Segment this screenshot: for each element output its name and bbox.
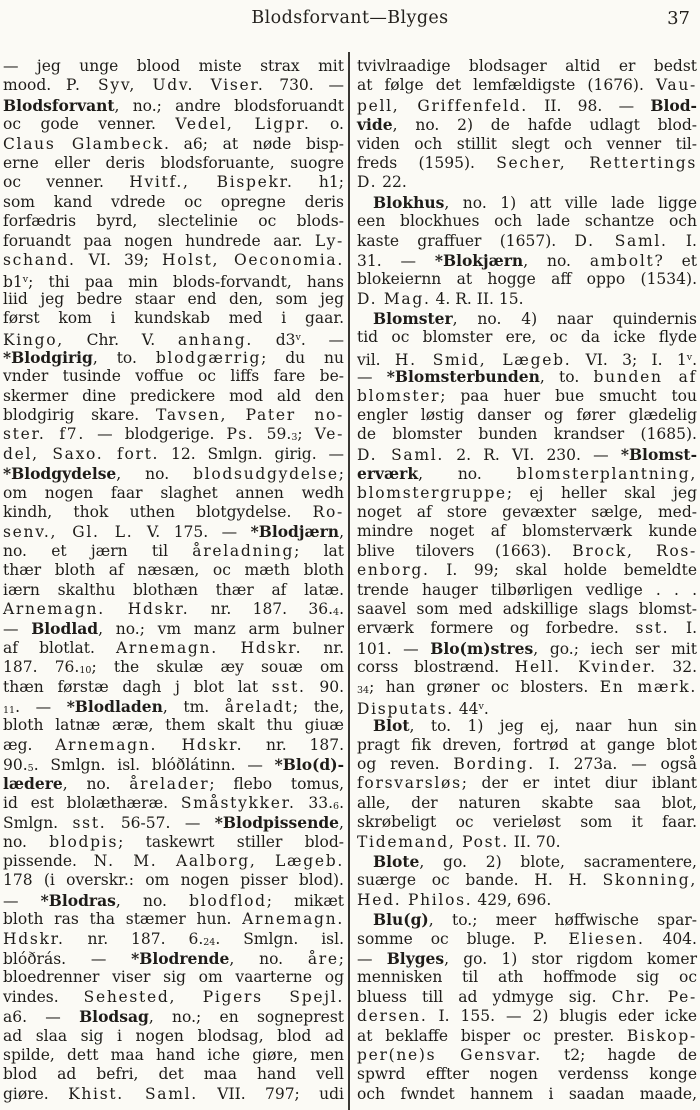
text-line: Hdskr. nr. 187. 6.24. Smlgn. isl. bbox=[3, 929, 344, 948]
text-line: blive tilovers (1663). Brock, Ros- bbox=[357, 541, 697, 560]
text-line: enborg. I. 99; skal holde bemeldte bbox=[357, 561, 697, 580]
text-line: foruandt paa nogen hundrede aar. Ly- bbox=[3, 231, 344, 250]
text-line: no. blodpis; taskewrt stiller blod- bbox=[3, 832, 344, 851]
text-line: per(ne)s Gensvar. t2; hagde de bbox=[357, 1045, 697, 1064]
text-line: tvivlraadige blodsager altid er bedst bbox=[357, 57, 697, 75]
text-line: blomstergruppe; ej heller skal jeg bbox=[357, 483, 697, 502]
text-line: spilde, dett maa hand iche giøre, men bbox=[3, 1045, 344, 1064]
text-line: liid jeg bedre staar end den, som jeg bbox=[3, 289, 344, 308]
text-line: een blockhues och lade schantze och bbox=[357, 212, 697, 231]
text-line: ster. f7. — blodgerige. Ps. 59.3; Ve- bbox=[3, 425, 345, 444]
text-line: tid oc blomster ere, oc da icke flyde bbox=[357, 328, 697, 347]
text-line: D. 22. bbox=[357, 173, 407, 192]
text-line: 178 (i overskr.: om nogen pisser blod). bbox=[3, 871, 344, 890]
text-line: 11. — *Blodladen, tm. åreladt; the, bbox=[3, 696, 345, 716]
text-line: och fwndet hannem i saadan maade, bbox=[357, 1084, 697, 1103]
text-line: Arnemagn. Hdskr. nr. 187. 36.4. bbox=[3, 599, 344, 618]
text-line: som kand vdrede oc opregne deris bbox=[3, 192, 344, 211]
text-line: trende hauger tilbørligen vedlige . . . bbox=[357, 580, 697, 599]
text-line: erværk, no. blomsterplantning, bbox=[357, 464, 697, 484]
text-line: alle, der naturen skabte saa blot, bbox=[357, 793, 697, 812]
text-line: oc gode venner. Vedel, Ligpr. o. bbox=[3, 115, 344, 134]
text-line: først kom i kundskab med i gaar. bbox=[3, 309, 344, 328]
text-line: Hed. Philos. 429, 696. bbox=[357, 890, 552, 909]
text-line: oc venner. Hvitf., Bispekr. h1; bbox=[3, 173, 344, 192]
text-line: — *Blodras, no. blodflod; mikæt bbox=[3, 890, 344, 910]
text-line: bloedrenner viser sig om vaarterne og bbox=[3, 968, 344, 987]
text-line: skermer dine predickere mod ald den bbox=[3, 386, 344, 405]
text-line: corss blostrænd. Hell. Kvinder. 32. bbox=[357, 658, 698, 677]
text-line: viden och stillit slegt och venner til- bbox=[357, 134, 697, 153]
text-line: af blotlat. Arnemagn. Hdskr. nr. bbox=[3, 638, 344, 657]
text-line: Blot, to. 1) jeg ej, naar hun sin bbox=[373, 716, 697, 736]
text-line: pragt fik dreven, fortrød at gange blot bbox=[357, 735, 697, 754]
text-line: *Blodgirig, to. blodgærrig; du nu bbox=[3, 347, 345, 367]
text-line: suærge oc bande. H. H. Skonning, bbox=[357, 871, 697, 890]
text-line: forsvarsløs; der er intet diur iblant bbox=[357, 774, 697, 793]
text-line: — Blyges, go. 1) stor rigdom komer bbox=[357, 948, 697, 968]
text-line: *Blodgydelse, no. blodsudgydelse; bbox=[3, 464, 344, 484]
text-line: de blomster bunden krandser (1685). bbox=[357, 425, 697, 444]
text-line: a6. — Blodsag, no.; en sogneprest bbox=[3, 1007, 344, 1027]
text-line: forfædris byrd, slectelinie oc blods- bbox=[3, 212, 344, 231]
text-line: og reven. Bording. I. 273a. — også bbox=[357, 755, 698, 774]
text-line: noget af store gevæxter sælge, med- bbox=[357, 502, 697, 521]
text-line: Claus Glambeck. a6; at nøde bisp- bbox=[3, 134, 344, 153]
text-line: bloth latnæ æræ, them skalt thu giuæ bbox=[3, 716, 344, 735]
text-line: mindre noget af blomsterværk kunde bbox=[357, 522, 697, 541]
text-line: blodgirig skare. Tavsen, Pater no- bbox=[3, 406, 344, 425]
page-number: 37 bbox=[667, 8, 690, 29]
text-line: blod ad befri, det maa hand vell bbox=[3, 1065, 344, 1084]
text-line: id est blolæthæræ. Småstykker. 33.6. bbox=[3, 793, 344, 812]
text-line: spwrd effter nogen verdenss konge bbox=[357, 1065, 697, 1084]
text-line: ad slaa sig i nogen blodsag, blod ad bbox=[3, 1026, 344, 1045]
text-line: Disputats. 44$^v$. bbox=[357, 699, 489, 718]
text-line: bloth ras tha stæmer hun. Arnemagn. bbox=[3, 910, 344, 929]
text-line: — *Blomsterbunden, to. bunden af bbox=[357, 367, 698, 387]
text-line: kindh, thok uthen blotgydelse. Ro- bbox=[3, 502, 344, 521]
text-line: mennisken til ath hoffmode sig oc bbox=[357, 968, 697, 987]
page-header bbox=[0, 8, 700, 42]
right-column bbox=[357, 57, 697, 1104]
text-line: — Blodlad, no.; vm manz arm bulner bbox=[3, 619, 344, 639]
text-line: giøre. Khist. Saml. VII. 797; udi bbox=[3, 1084, 344, 1103]
text-line: erværk formere og forbedre. sst. I. bbox=[357, 619, 697, 638]
text-line: del, Saxo. fort. 12. Smlgn. girig. — bbox=[3, 444, 344, 463]
text-line: Blote, go. 2) blote, sacramentere, bbox=[373, 852, 697, 872]
text-line: thær bloth af næsæn, oc mæth bloth bbox=[3, 561, 344, 580]
text-line: Blokhus, no. 1) att ville lade ligge bbox=[373, 192, 697, 212]
text-line: Blu(g), to.; meer høffwische spar- bbox=[373, 910, 697, 930]
text-line: vide, no. 2) de hafde udlagt blod- bbox=[357, 115, 697, 135]
text-line: freds (1595). Secher, Rettertings bbox=[357, 153, 697, 172]
text-line: thæn førstæ dagh j blot lat sst. 90. bbox=[3, 677, 344, 696]
text-line: 101. — Blo(m)stres, go.; iech ser mit bbox=[357, 638, 697, 658]
text-line: Smlgn. sst. 56-57. — *Blodpissende, bbox=[3, 813, 344, 833]
text-line: — jeg unge blood miste strax mit bbox=[3, 57, 344, 75]
text-line: dersen. I. 155. — 2) blugis eder icke bbox=[357, 1007, 697, 1026]
text-line: blomster; paa huer bue smucht tou bbox=[357, 386, 697, 405]
text-line: pissende. N. M. Aalborg, Lægeb. bbox=[3, 852, 344, 871]
text-line: D. Mag. 4. R. II. 15. bbox=[357, 289, 524, 308]
text-line: Kingo, Chr. V. anhang. d3$^v$. — bbox=[3, 331, 344, 350]
column-divider bbox=[348, 52, 350, 1110]
text-line: no. et jærn til åreladning; lat bbox=[3, 541, 344, 560]
text-line: Tidemand, Post. II. 70. bbox=[357, 832, 561, 851]
text-line: schand. VI. 39; Holst, Oeconomia. bbox=[3, 250, 344, 269]
text-line: æg. Arnemagn. Hdskr. nr. 187. bbox=[3, 735, 345, 754]
text-line: engler løstig danser og fører glædelig bbox=[357, 406, 697, 425]
text-line: blóðrás. — *Blodrende, no. åre; bbox=[3, 948, 344, 968]
text-line: mood. P. Syv, Udv. Viser. 730. — bbox=[3, 76, 344, 95]
text-line: pell, Griffenfeld. II. 98. — Blod- bbox=[357, 95, 697, 115]
text-line: vil. H. Smid, Lægeb. VI. 3; I. 1$^v$. bbox=[357, 350, 697, 369]
text-line: erne eller deris blodsforuante, suogre bbox=[3, 153, 344, 172]
text-line: 34; han grøner oc blosters. En mærk. bbox=[357, 677, 697, 696]
text-line: senv., Gl. L. V. 175. — *Blodjærn, bbox=[3, 522, 344, 542]
text-line: lædere, no. årelader; flebo tomus, bbox=[3, 774, 344, 794]
text-line: 187. 76.10; the skulæ æy souæ om bbox=[3, 658, 344, 677]
text-line: b1$^v$; thi paa min blods-forvandt, hans bbox=[3, 273, 344, 292]
text-line: iærn skalthu blothæn thær af latæ. bbox=[3, 580, 344, 599]
text-line: Blomster, no. 4) naar quindernis bbox=[373, 309, 697, 329]
left-column bbox=[3, 57, 344, 1104]
text-line: saavel som med adskillige slags blomst- bbox=[357, 599, 697, 618]
text-line: 31. — *Blokjærn, no. ambolt? et bbox=[357, 250, 698, 270]
text-line: Blodsforvant, no.; andre blodsforuandt bbox=[3, 95, 344, 115]
text-line: vindes. Sehested, Pigers Spejl. bbox=[3, 987, 345, 1006]
text-line: om nogen faar slaghet annen wedh bbox=[3, 483, 344, 502]
text-line: blokeiernn at hogge aff oppo (1534). bbox=[357, 270, 697, 289]
text-line: bluess till ad ydmyge sig. Chr. Pe- bbox=[357, 987, 697, 1006]
text-line: D. Saml. 2. R. VI. 230. — *Blomst- bbox=[357, 444, 697, 464]
text-line: 90.5. Smlgn. isl. blóðlátinn. — *Blo(d)- bbox=[3, 755, 344, 775]
text-line: vnder tusinde voffue oc liffs fare be- bbox=[3, 367, 344, 386]
running-title: Blodsforvant—Blyges bbox=[251, 8, 449, 28]
text-line: kaste graffuer (1657). D. Saml. I. bbox=[357, 231, 697, 250]
text-line: at beklaffe bisper oc prester. Biskop- bbox=[357, 1026, 697, 1045]
text-line: at følge det lemfældigste (1676). Vau- bbox=[357, 76, 697, 95]
text-line: skrøbeligt oc verieløst som it faar. bbox=[357, 813, 697, 832]
text-line: somme oc bluge. P. Eliesen. 404. bbox=[357, 929, 697, 948]
